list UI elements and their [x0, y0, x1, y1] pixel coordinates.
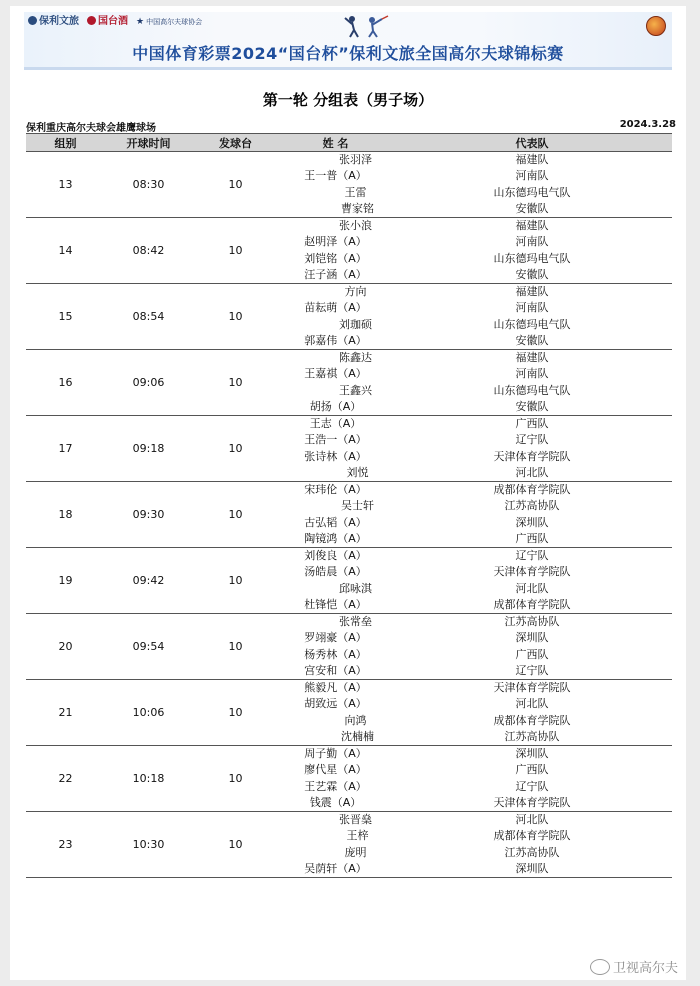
player-team: 福建队 [515, 351, 549, 364]
player-name: 张常垒 [339, 615, 372, 628]
player-name: 廖代星（A） [304, 763, 367, 777]
table-row [26, 284, 672, 350]
banner-stripe [24, 67, 672, 70]
player-name: 陶镜鸿（A） [304, 531, 367, 545]
table-header [26, 134, 672, 152]
player-teams [392, 416, 672, 481]
table-row [26, 680, 672, 746]
tee-number: 10 [228, 706, 243, 719]
player-name: 张晋燊 [339, 813, 372, 826]
player-team: 成都体育学院队 [493, 597, 571, 611]
player-name: 胡致远（A） [304, 697, 367, 711]
group-number: 13 [58, 178, 73, 191]
tee-time: 10:18 [132, 772, 165, 785]
table-body [26, 152, 672, 878]
player-name: 张诗林（A） [304, 449, 367, 463]
player-name: 钱震（A） [309, 795, 362, 809]
player-name: 郭嘉伟（A） [304, 333, 367, 347]
player-name: 杨秀林（A） [304, 647, 367, 661]
player-names [279, 482, 392, 547]
player-name: 周子勤（A） [304, 747, 367, 760]
player-team: 河南队 [515, 367, 549, 381]
player-name: 陈鑫达 [339, 351, 372, 364]
player-name: 方向 [344, 285, 367, 298]
venue-label: 保利重庆高尔夫球会雄鹰球场 [26, 123, 156, 134]
player-team: 河南队 [515, 169, 549, 183]
player-team: 辽宁队 [515, 663, 549, 677]
player-name: 胡扬（A） [309, 399, 362, 413]
banner-title: 中国体育彩票2024“国台杯”保利文旅全国高尔夫球锦标赛 [132, 44, 564, 63]
group-number: 18 [58, 508, 73, 521]
player-team: 安徽队 [515, 201, 549, 215]
player-team: 福建队 [515, 153, 549, 166]
guotai-logo: 国台酒 [87, 16, 128, 28]
golfer-silhouette-icon [342, 14, 390, 38]
player-team: 深圳队 [515, 631, 549, 645]
player-team: 江苏高协队 [504, 615, 560, 628]
tee-number: 10 [228, 376, 243, 389]
group-number: 15 [58, 310, 73, 323]
guotai-logo-icon [87, 16, 96, 25]
group-number: 20 [58, 640, 73, 653]
player-team: 深圳队 [515, 515, 549, 529]
player-team: 江苏高协队 [504, 499, 560, 513]
player-team: 广西队 [515, 763, 549, 777]
tee-number: 10 [228, 574, 243, 587]
player-names [279, 680, 392, 745]
player-team: 天津体育学院队 [493, 681, 571, 694]
table-row [26, 746, 672, 812]
player-teams [392, 680, 672, 745]
player-name: 汤皓晨（A） [304, 565, 367, 579]
group-number: 23 [58, 838, 73, 851]
player-team: 福建队 [515, 219, 549, 232]
player-team: 山东德玛电气队 [493, 383, 571, 397]
group-number: 21 [58, 706, 73, 719]
tee-time: 08:42 [132, 244, 165, 257]
player-teams [392, 812, 672, 877]
player-name: 刘悦 [346, 465, 369, 479]
header-group: 组别 [54, 136, 77, 150]
header-tee: 发球台 [219, 136, 252, 150]
player-team: 安徽队 [515, 267, 549, 281]
tee-time: 08:54 [132, 310, 165, 323]
tee-time: 09:54 [132, 640, 165, 653]
tee-number: 10 [228, 640, 243, 653]
player-teams [392, 152, 672, 217]
player-name: 刘铠铭（A） [304, 251, 367, 265]
tee-number: 10 [228, 838, 243, 851]
player-team: 河北队 [515, 465, 549, 479]
tee-number: 10 [228, 508, 243, 521]
player-name: 沈楠楠 [341, 729, 374, 743]
player-names [279, 746, 392, 811]
player-team: 江苏高协队 [504, 729, 560, 743]
header-name: 姓 名 [322, 136, 349, 150]
player-names [279, 152, 392, 217]
player-team: 河南队 [515, 301, 549, 315]
tee-time: 09:42 [132, 574, 165, 587]
player-name: 宋玮伦（A） [304, 483, 367, 496]
player-names [279, 350, 392, 415]
player-name: 苗耘萌（A） [304, 301, 367, 315]
tee-number: 10 [228, 244, 243, 257]
player-name: 王一普（A） [304, 169, 367, 183]
player-team: 山东德玛电气队 [493, 251, 571, 265]
tee-number: 10 [228, 772, 243, 785]
player-name: 王雷 [344, 185, 367, 199]
player-team: 河北队 [515, 813, 549, 826]
player-name: 王梓 [346, 829, 369, 843]
player-teams [392, 350, 672, 415]
player-name: 熊毅凡（A） [304, 681, 367, 694]
player-names [279, 812, 392, 877]
tee-time: 09:30 [132, 508, 165, 521]
group-number: 16 [58, 376, 73, 389]
sponsor-logos [28, 16, 202, 28]
tee-number: 10 [228, 310, 243, 323]
player-names [279, 614, 392, 679]
table-row [26, 218, 672, 284]
player-teams [392, 548, 672, 613]
player-name: 王浩一（A） [304, 433, 367, 447]
player-team: 辽宁队 [515, 779, 549, 793]
player-name: 吴荫轩（A） [304, 861, 367, 875]
poly-logo: 保利文旅 [28, 16, 79, 28]
pairings-table [26, 133, 672, 878]
player-team: 安徽队 [515, 333, 549, 347]
player-team: 深圳队 [515, 747, 549, 760]
header-time: 开球时间 [126, 136, 171, 150]
player-name: 王艺霖（A） [304, 779, 367, 793]
event-badge-icon [646, 16, 666, 36]
player-team: 山东德玛电气队 [493, 317, 571, 331]
player-team: 福建队 [515, 285, 549, 298]
player-name: 庞明 [344, 845, 367, 859]
table-row [26, 152, 672, 218]
player-names [279, 548, 392, 613]
tee-time: 10:30 [132, 838, 165, 851]
player-teams [392, 614, 672, 679]
group-number: 22 [58, 772, 73, 785]
table-row [26, 614, 672, 680]
player-name: 王嘉祺（A） [304, 367, 367, 381]
player-teams [392, 284, 672, 349]
group-number: 17 [58, 442, 73, 455]
tee-time: 10:06 [132, 706, 165, 719]
player-team: 天津体育学院队 [493, 449, 571, 463]
player-team: 广西队 [515, 531, 549, 545]
player-team: 辽宁队 [515, 549, 549, 562]
header-team: 代表队 [515, 136, 549, 150]
player-names [279, 284, 392, 349]
event-banner [24, 12, 672, 70]
player-name: 张羽泽 [339, 153, 372, 166]
player-team: 江苏高协队 [504, 845, 560, 859]
player-team: 河北队 [515, 581, 549, 595]
player-team: 辽宁队 [515, 433, 549, 447]
poly-logo-icon [28, 16, 37, 25]
group-number: 14 [58, 244, 73, 257]
date-label: 2024.3.28 [619, 119, 676, 130]
player-name: 赵明泽（A） [304, 235, 367, 249]
player-team: 天津体育学院队 [493, 565, 571, 579]
player-name: 古弘韬（A） [304, 515, 367, 529]
table-row [26, 416, 672, 482]
page-title: 第一轮 分组表（男子场） [262, 91, 434, 109]
player-name: 汪子涵（A） [304, 267, 367, 281]
player-team: 广西队 [515, 647, 549, 661]
table-row [26, 350, 672, 416]
player-team: 天津体育学院队 [493, 795, 571, 809]
watermark: 卫视高尔夫 [590, 957, 678, 976]
group-number: 19 [58, 574, 73, 587]
player-team: 成都体育学院队 [493, 483, 571, 496]
tee-time: 08:30 [132, 178, 165, 191]
player-names [279, 416, 392, 481]
tee-number: 10 [228, 442, 243, 455]
player-teams [392, 218, 672, 283]
player-name: 曹家铭 [341, 201, 374, 215]
player-teams [392, 746, 672, 811]
player-name: 向鸿 [344, 713, 367, 727]
player-name: 王鑫兴 [339, 383, 372, 397]
player-name: 吴士轩 [341, 499, 374, 513]
player-team: 成都体育学院队 [493, 829, 571, 843]
golf-association-logo: ★ 中国高尔夫球协会 [136, 17, 203, 27]
tee-time: 09:18 [132, 442, 165, 455]
player-name: 邱咏淇 [339, 581, 372, 595]
table-row [26, 482, 672, 548]
table-row [26, 548, 672, 614]
player-team: 广西队 [515, 417, 549, 430]
player-name: 刘俊良（A） [304, 549, 367, 562]
player-team: 成都体育学院队 [493, 713, 571, 727]
star-icon: ★ [136, 17, 145, 27]
player-team: 河北队 [515, 697, 549, 711]
weibo-icon [590, 959, 610, 975]
player-team: 安徽队 [515, 399, 549, 413]
tee-number: 10 [228, 178, 243, 191]
player-team: 深圳队 [515, 861, 549, 875]
table-row [26, 812, 672, 878]
player-name: 罗翊豪（A） [304, 631, 367, 645]
player-name: 王志（A） [309, 417, 362, 430]
player-name: 刘珈硕 [339, 317, 372, 331]
player-teams [392, 482, 672, 547]
player-name: 张小浪 [339, 219, 372, 232]
player-names [279, 218, 392, 283]
player-team: 山东德玛电气队 [493, 185, 571, 199]
player-name: 杜锋恺（A） [304, 597, 367, 611]
document-page [10, 6, 686, 980]
tee-time: 09:06 [132, 376, 165, 389]
player-name: 宫安和（A） [304, 663, 367, 677]
player-team: 河南队 [515, 235, 549, 249]
